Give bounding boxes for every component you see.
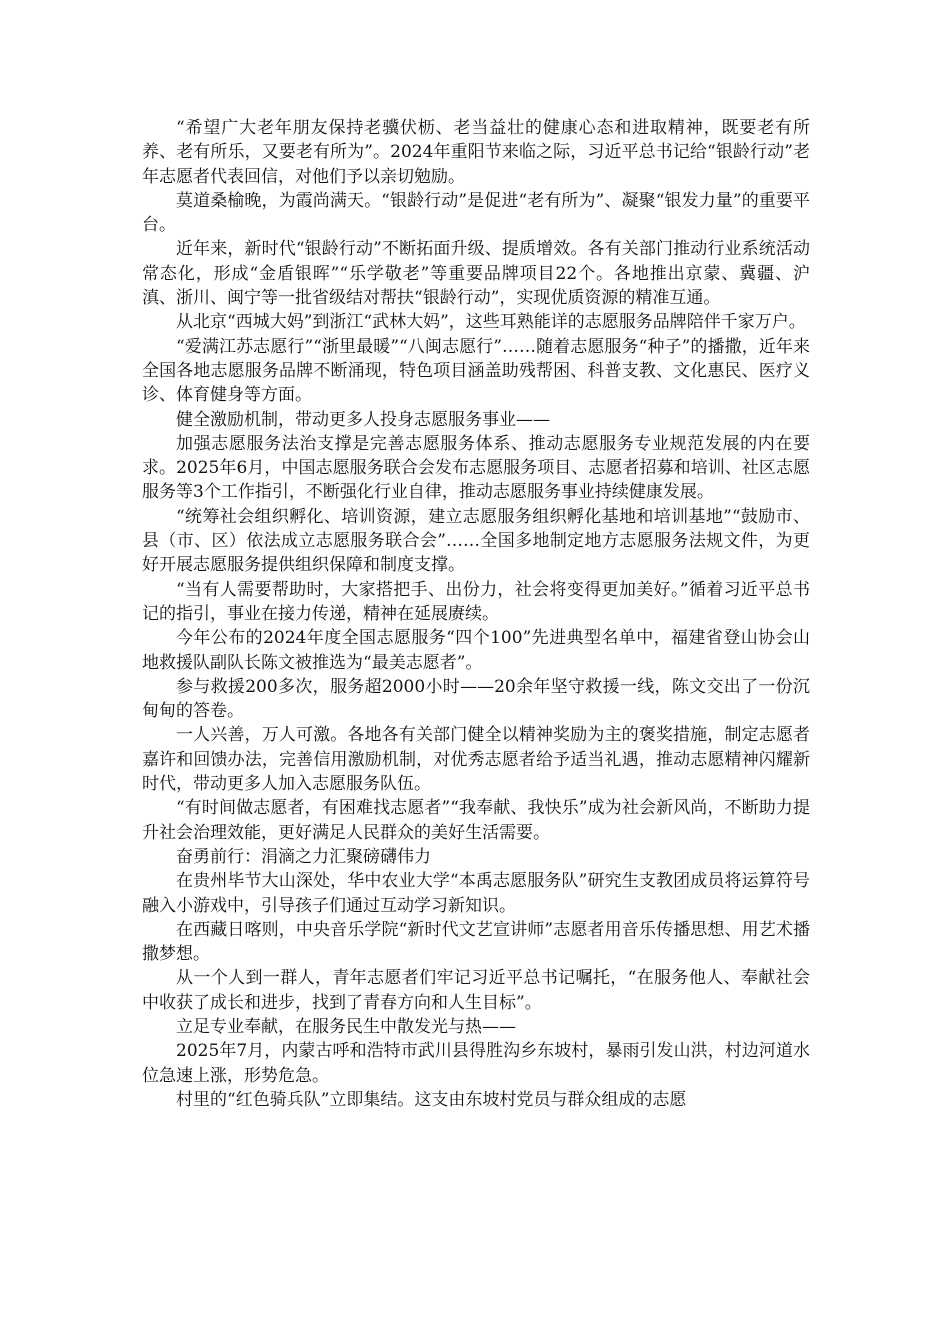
paragraph: “希望广大老年朋友保持老骥伏枥、老当益壮的健康心态和进取精神，既要老有所养、老有所乐，又要老有所为”。2024年重阳节来临之际，习近平总书记给“银龄行动”老年志愿者代表回信，对他们予以亲切勉励。 [142, 118, 810, 187]
paragraph: “爱满江苏志愿行”“浙里最暖”“八闽志愿行”……随着志愿服务“种子”的播撒，近年来全国各地志愿服务品牌不断涌现，特色项目涵盖助残帮困、科普支教、文化惠民、医疗义诊、体育健身等方面。 [142, 336, 810, 406]
paragraph: 莫道桑榆晚，为霞尚满天。“银龄行动”是促进“老有所为”、凝聚“银发力量”的重要平台。 [142, 190, 810, 236]
paragraph: “统筹社会组织孵化、培训资源，建立志愿服务组织孵化基地和培训基地”“鼓励市、县（市、区）依法成立志愿服务联合会”……全国多地制定地方志愿服务法规文件，为更好开展志愿服务提供组织保障和制度支撑。 [142, 506, 810, 576]
paragraph: 一人兴善，万人可激。各地各有关部门健全以精神奖励为主的褒奖措施，制定志愿者嘉许和回馈办法，完善信用激励机制，对优秀志愿者给予适当礼遇，推动志愿精神闪耀新时代，带动更多人加入志愿服务队伍。 [142, 725, 810, 795]
paragraph: 在贵州毕节大山深处，华中农业大学“本禹志愿服务队”研究生支教团成员将运算符号融入小游戏中，引导孩子们通过互动学习新知识。 [142, 871, 810, 916]
paragraph: “有时间做志愿者，有困难找志愿者”“我奉献、我快乐”成为社会新风尚，不断助力提升社会治理效能，更好满足人民群众的美好生活需要。 [142, 798, 810, 843]
paragraph: 参与救援200多次，服务超2000小时——20余年坚守救援一线，陈文交出了一份沉甸甸的答卷。 [142, 676, 810, 722]
paragraph: 2025年7月，内蒙古呼和浩特市武川县得胜沟乡东坡村，暴雨引发山洪，村边河道水位急速上涨，形势危急。 [142, 1041, 810, 1086]
paragraph: “当有人需要帮助时，大家搭把手、出份力，社会将变得更加美好。”循着习近平总书记的指引，事业在接力传递，精神在延展赓续。 [142, 579, 810, 624]
section-subheading: 健全激励机制，带动更多人投身志愿服务事业—— [176, 409, 550, 430]
paragraph: 在西藏日喀则，中央音乐学院“新时代文艺宣讲师”志愿者用音乐传播思想、用艺术播撒梦想。 [142, 919, 810, 965]
paragraph: 近年来，新时代“银龄行动”不断拓面升级、提质增效。各有关部门推动行业系统活动常态化，形成“金盾银晖”“乐学敬老”等重要品牌项目22个。各地推出京蒙、冀疆、沪滇、浙川、闽宁等一批省级结对帮扶“银龄行动”，实现优质资源的精准互通。 [142, 239, 810, 309]
document-body [142, 116, 810, 1112]
paragraph: 今年公布的2024年度全国志愿服务“四个100”先进典型名单中，福建省登山协会山地救援队副队长陈文被推选为“最美志愿者”。 [142, 628, 810, 673]
section-heading: 奋勇前行：涓滴之力汇聚磅礴伟力 [176, 846, 431, 867]
paragraph: 加强志愿服务法治支撑是完善志愿服务体系、推动志愿服务专业规范发展的内在要求。2025年6月，中国志愿服务联合会发布志愿服务项目、志愿者招募和培训、社区志愿服务等3个工作指引，不断强化行业自律，推动志愿服务事业持续健康发展。 [142, 433, 810, 503]
paragraph: 从一个人到一群人，青年志愿者们牢记习近平总书记嘱托，“在服务他人、奉献社会中收获了成长和进步，找到了青春方向和人生目标”。 [142, 968, 810, 1013]
section-subheading: 立足专业奉献，在服务民生中散发光与热—— [176, 1016, 516, 1037]
paragraph: 村里的“红色骑兵队”立即集结。这支由东坡村党员与群众组成的志愿 [176, 1089, 687, 1110]
paragraph: 从北京“西城大妈”到浙江“武林大妈”，这些耳熟能详的志愿服务品牌陪伴千家万户。 [176, 312, 806, 333]
